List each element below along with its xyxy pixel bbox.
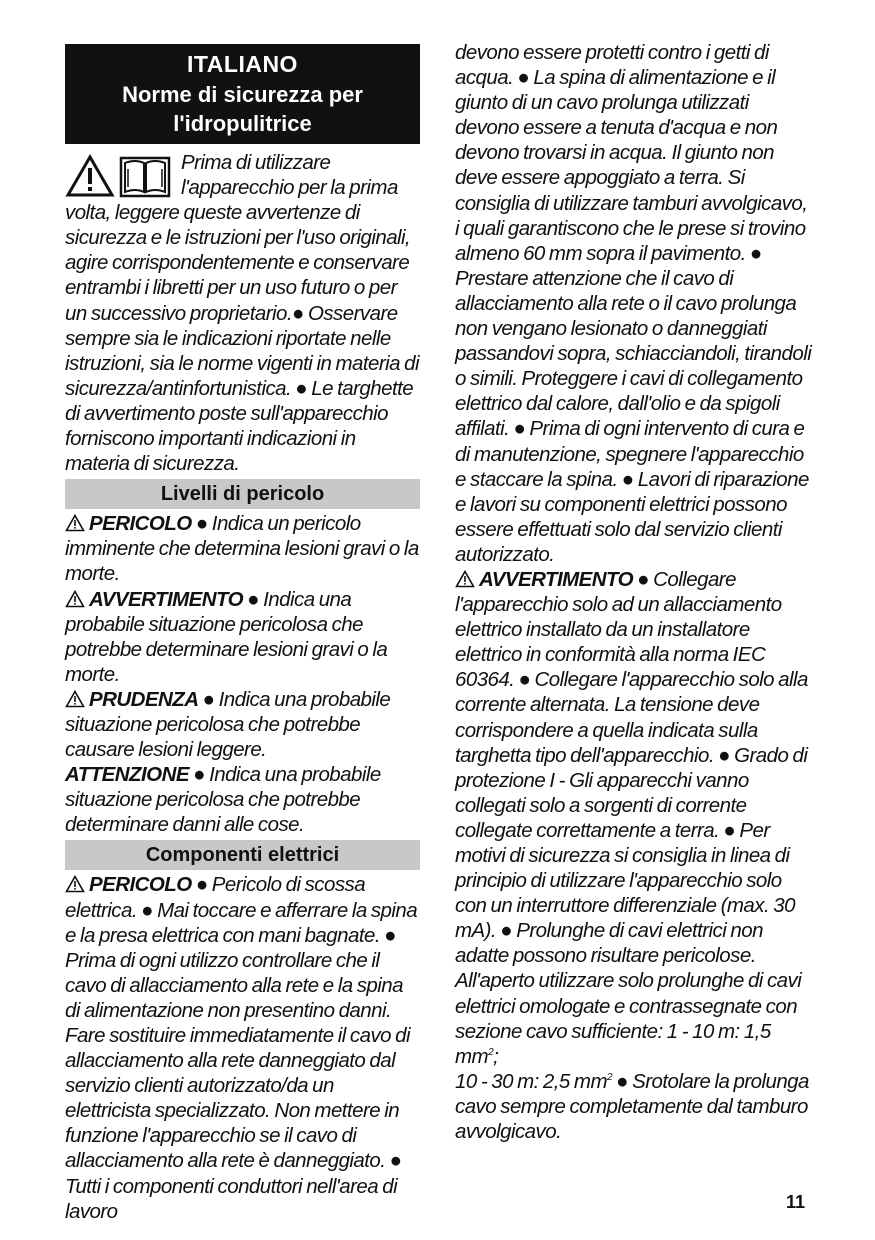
electrical-pericolo-text: ● Pericolo di scossa elettrica. ● Mai toccare e afferrare la spina e la presa elettrica con mani bagnate. ● Prima di ogni utilizzo controllare che il cavo di allacciamento alla rete e la spina di alimentazione non presentino danni. Fare sostituire immediatamente il cavo di allacciamento alla rete danneggiato dal servizio clienti autorizzato/da un elettricista specializzato. Non mettere in funzione l'apparecchio se il cavo di allacciamento alla rete è danneggiato. ● Tutti i componenti conduttori nell'area di lavoro xyxy=(65,873,418,1223)
page-number: 11 xyxy=(786,1192,806,1212)
manual-book-icon xyxy=(119,154,171,198)
language-label: ITALIANO xyxy=(187,51,298,77)
keyword-electrical-pericolo: PERICOLO xyxy=(89,873,192,897)
warning-small-icon xyxy=(65,875,85,893)
warning-small-icon xyxy=(65,514,85,532)
keyword-prudenza: PRUDENZA xyxy=(89,687,199,711)
electrical-avvertimento-text3: 10 - 30 m: 2,5 mm xyxy=(455,1069,607,1093)
intro-text: Prima di utilizzare l'apparecchio per la prima volta, leggere queste avvertenze di sicurezza e le istruzioni per l'uso originali, agire corrispondentemente e conservare entrambi i libretti per un uso futuro o per un successivo proprietario.● Osservare sempre sia le indicazioni riportate nelle istruzioni, sia le norme vigenti in materia di sicurezza/antinfortunistica. ● Le targhette di avvertimento poste sull'apparecchio forniscono importanti indicazioni in materia di sicurezza. xyxy=(65,151,419,476)
superscript-2: 2 xyxy=(488,1046,494,1058)
electrical-avvertimento-semicolon: ; xyxy=(493,1044,499,1068)
keyword-pericolo: PERICOLO xyxy=(89,512,192,536)
keyword-attenzione: ATTENZIONE xyxy=(65,763,189,787)
keyword-avvertimento: AVVERTIMENTO xyxy=(89,587,244,611)
electrical-avvertimento-text: ● Collegare l'apparecchio solo ad un allacciamento elettrico installato da un installatore elettrico in conformità alla norma IEC 60364. ● Collegare l'apparecchio solo alla corrente alternata. La tensione deve corrispondere a quella indicata sulla targhetta tipo dell'apparecchio. ● Grado di protezione I - Gli apparecchi vanno collegati solo a sorgenti di corrente collegate correttamente a terra. ● Per motivi di sicurezza si consiglia in linea di principio di utilizzare l'apparecchio solo con un interruttore differenziale (max. 30 mA). ● Prolunghe di cavi elettrici non adatte possono risultare pericolose. All'aperto utilizzare solo prolunghe di cavi elettrici omologate e contrassegnate con sezione cavo sufficiente: 1 - 10 m: 1,5 mm xyxy=(455,567,808,1068)
level-prudenza-text: ● Indica una probabile situazione pericolosa che potrebbe causare lesioni leggere. xyxy=(65,687,391,762)
title-block xyxy=(65,44,420,144)
electrical-avvertimento-text4: ● Srotolare la prolunga cavo sempre completamente dal tamburo avvolgicavo. xyxy=(455,1069,809,1144)
intro-section xyxy=(65,150,420,476)
electrical-avvertimento xyxy=(455,567,815,1144)
electrical-pericolo xyxy=(65,872,420,1223)
page-title: Norme di sicurezza per l'idropulitrice xyxy=(122,82,363,136)
warning-small-icon xyxy=(455,570,475,588)
superscript-2: 2 xyxy=(606,1072,612,1084)
level-avvertimento-text: ● Indica una probabile situazione pericolosa che potrebbe determinare lesioni gravi o la morte. xyxy=(65,587,388,686)
level-pericolo-text: ● Indica un pericolo imminente che determina lesioni gravi o la morte. xyxy=(65,512,419,586)
level-avvertimento xyxy=(65,587,420,687)
section-heading-electrical: Componenti elettrici xyxy=(65,840,420,870)
level-pericolo xyxy=(65,511,420,586)
warning-small-icon xyxy=(65,590,85,608)
left-column xyxy=(65,44,420,1224)
warning-triangle-icon xyxy=(65,154,115,198)
warning-small-icon xyxy=(65,690,85,708)
section-heading-danger-levels: Livelli di pericolo xyxy=(65,479,420,509)
electrical-pericolo-continued: devono essere protetti contro i getti di acqua. ● La spina di alimentazione e il giunto di un cavo prolunga utilizzati devono essere a tenuta d'acqua e non devono trovarsi in acqua. Il giunto non deve essere appoggiato a terra. Si consiglia di utilizzare tamburi avvolgicavo, i quali garantiscono che le prese si trovino almeno 60 mm sopra il pavimento. ● Prestare attenzione che il cavo di allacciamento alla rete o il cavo prolunga non vengano lesionato o danneggiati passandovi sopra, schiacciandoli, tirandoli o simili. Proteggere i cavi di collegamento elettrico dal calore, dall'olio e da spigoli affilati. ● Prima di ogni intervento di cura e di manutenzione, spegnere l'apparecchio e staccare la spina. ● Lavori di riparazione e lavori su componenti elettrici possono essere effettuati solo dal servizio clienti autorizzato. xyxy=(455,41,812,566)
level-prudenza xyxy=(65,687,420,762)
intro-icons xyxy=(65,152,177,200)
keyword-electrical-avvertimento: AVVERTIMENTO xyxy=(479,567,634,591)
right-column xyxy=(455,40,815,1144)
level-attenzione-text: ● Indica una probabile situazione pericolosa che potrebbe determinare danni alle cose. xyxy=(65,763,381,837)
level-attenzione xyxy=(65,762,420,837)
